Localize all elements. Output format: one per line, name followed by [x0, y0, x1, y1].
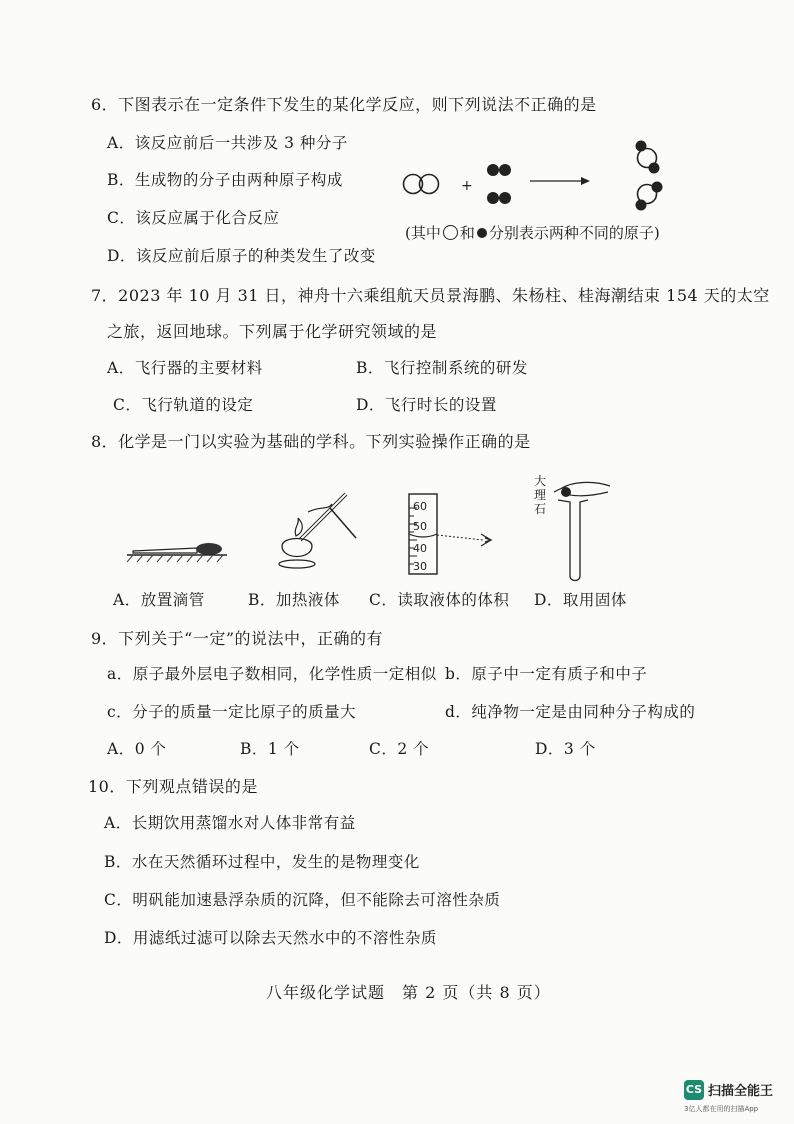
product-molecule-2 [636, 182, 663, 211]
q8-option-d: D．取用固体 [534, 591, 627, 609]
q7-option-a: A．飞行器的主要材料 [107, 359, 263, 377]
q7-option-c: C．飞行轨道的设定 [113, 396, 254, 414]
q10-stem: 10．下列观点错误的是 [88, 777, 258, 796]
solid-handling-figure [552, 472, 622, 582]
q8-option-a: A．放置滴管 [113, 591, 205, 609]
q6-option-a: A．该反应前后一共涉及 3 种分子 [107, 134, 348, 152]
q9-statement-c: c．分子的质量一定比原子的质量大 [107, 703, 357, 721]
reaction-diagram [395, 138, 695, 218]
q9-option-c: C．2 个 [369, 740, 430, 758]
reaction-legend [405, 222, 660, 243]
q9-stem: 9．下列关于“一定”的说法中，正确的有 [91, 629, 384, 648]
cylinder-tick-30: 30 [413, 560, 427, 573]
q7-stem-line1: 7．2023 年 10 月 31 日，神舟十六乘组航天员景海鹏、朱杨柱、桂海潮结束 154 天的太空 [91, 286, 770, 305]
q9-statement-b: b．原子中一定有质子和中子 [445, 665, 648, 683]
q6-option-d: D．该反应前后原子的种类发生了改变 [107, 247, 376, 265]
scanner-app-name: 扫描全能王 [708, 1084, 774, 1099]
q10-option-d: D．用滤纸过滤可以除去天然水中的不溶性杂质 [104, 929, 437, 947]
q8-stem: 8．化学是一门以实验为基础的学科。下列实验操作正确的是 [91, 432, 531, 451]
q7-option-d: D．飞行时长的设置 [356, 396, 497, 414]
q8-option-b: B．加热液体 [248, 591, 340, 609]
scanner-watermark [680, 1079, 790, 1119]
marble-label-char-2: 理 [534, 488, 547, 502]
q9-statement-d: d．纯净物一定是由同种分子构成的 [445, 703, 696, 721]
open-atom-icon [443, 225, 458, 240]
q10-option-b: B．水在天然循环过程中，发生的是物理变化 [104, 853, 420, 871]
dropper-figure [125, 530, 235, 570]
legend-mid: 和 [459, 224, 475, 242]
cylinder-tick-60: 60 [413, 500, 427, 513]
marble-label-char-3: 石 [534, 502, 547, 516]
scanner-tagline: 3亿人都在用的扫描App [684, 1105, 759, 1113]
q9-statement-a: a．原子最外层电子数相同，化学性质一定相似 [107, 665, 437, 683]
heating-liquid-figure [268, 488, 363, 573]
legend-suffix: 分别表示两种不同的原子) [488, 224, 660, 242]
cylinder-tick-50: 50 [413, 520, 427, 533]
product-molecule-1 [636, 141, 660, 174]
graduated-cylinder-figure [405, 492, 505, 577]
q8-option-c: C．读取液体的体积 [369, 591, 510, 609]
legend-prefix: (其中 [405, 224, 441, 242]
reaction-arrow [530, 177, 590, 185]
page-footer: 八年级化学试题 第 2 页（共 8 页） [266, 983, 551, 1002]
plus-sign: + [461, 178, 473, 194]
q7-option-b: B．飞行控制系统的研发 [356, 359, 528, 377]
q9-option-b: B．1 个 [240, 740, 300, 758]
q9-option-a: A．0 个 [107, 740, 167, 758]
q6-option-b: B．生成物的分子由两种原子构成 [107, 171, 343, 189]
reactant-molecule-solid-2 [487, 192, 511, 204]
marble-label [534, 474, 548, 516]
q10-option-c: C．明矾能加速悬浮杂质的沉降，但不能除去可溶性杂质 [104, 891, 501, 909]
reactant-molecule-solid-1 [487, 164, 511, 176]
q9-option-d: D．3 个 [535, 740, 596, 758]
reactant-molecule-open [404, 175, 439, 194]
q6-stem: 6．下图表示在一定条件下发生的某化学反应，则下列说法不正确的是 [91, 95, 597, 114]
marble-label-char-1: 大 [534, 474, 547, 488]
q6-option-c: C．该反应属于化合反应 [107, 209, 280, 227]
q10-option-a: A．长期饮用蒸馏水对人体非常有益 [104, 814, 356, 832]
cylinder-tick-40: 40 [413, 542, 427, 555]
solid-atom-icon [477, 228, 487, 238]
scanner-logo-icon: CS [684, 1080, 704, 1100]
q7-stem-line2: 之旅，返回地球。下列属于化学研究领域的是 [107, 322, 438, 341]
